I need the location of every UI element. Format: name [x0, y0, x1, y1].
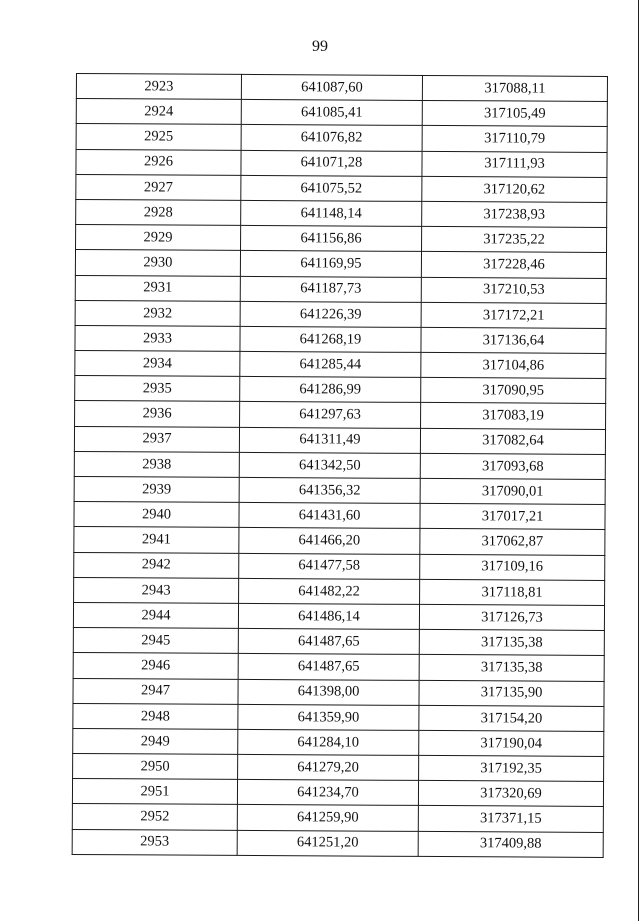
point-number-cell: 2926 [76, 149, 241, 175]
table-row [74, 476, 605, 504]
x-coordinate-cell: 641226,39 [240, 301, 421, 327]
y-coordinate-cell: 317135,90 [419, 680, 604, 706]
table-row [73, 602, 604, 630]
table-row [74, 527, 605, 555]
point-number-cell: 2925 [76, 124, 241, 150]
x-coordinate-cell: 641477,58 [239, 553, 420, 579]
y-coordinate-cell: 317090,95 [421, 378, 606, 404]
x-coordinate-cell: 641259,90 [237, 805, 418, 831]
table-row [75, 300, 606, 328]
point-number-cell: 2928 [76, 199, 241, 225]
point-number-cell: 2923 [76, 74, 241, 100]
point-number-cell: 2935 [75, 376, 240, 402]
y-coordinate-cell: 317409,88 [418, 831, 603, 857]
point-number-cell: 2951 [72, 779, 237, 805]
point-number-cell: 2941 [74, 527, 239, 553]
x-coordinate-cell: 641466,20 [239, 528, 420, 554]
y-coordinate-cell: 317083,19 [421, 403, 606, 429]
point-number-cell: 2950 [73, 754, 238, 780]
x-coordinate-cell: 641486,14 [238, 603, 419, 629]
point-number-cell: 2937 [74, 426, 239, 452]
table-row [76, 174, 607, 202]
x-coordinate-cell: 641285,44 [240, 351, 421, 377]
x-coordinate-cell: 641085,41 [241, 100, 422, 126]
y-coordinate-cell: 317190,04 [419, 730, 604, 756]
x-coordinate-cell: 641148,14 [241, 200, 422, 226]
table-row [75, 401, 606, 429]
point-number-cell: 2927 [76, 174, 241, 200]
page-edge-line [638, 0, 639, 921]
table-row [73, 754, 604, 782]
point-number-cell: 2938 [74, 451, 239, 477]
x-coordinate-cell: 641359,90 [238, 704, 419, 730]
table-row [73, 703, 604, 731]
coordinates-table-body [72, 74, 607, 858]
y-coordinate-cell: 317105,49 [422, 101, 607, 127]
table-row [75, 325, 606, 353]
table-row [76, 99, 607, 127]
table-row [75, 275, 606, 303]
y-coordinate-cell: 317109,16 [420, 554, 605, 580]
point-number-cell: 2934 [75, 351, 240, 377]
y-coordinate-cell: 317172,21 [421, 302, 606, 328]
x-coordinate-cell: 641169,95 [240, 251, 421, 277]
y-coordinate-cell: 317111,93 [422, 151, 607, 177]
table-row [76, 199, 607, 227]
table-row [72, 829, 603, 857]
x-coordinate-cell: 641268,19 [240, 326, 421, 352]
y-coordinate-cell: 317093,68 [420, 453, 605, 479]
y-coordinate-cell: 317104,86 [421, 352, 606, 378]
x-coordinate-cell: 641286,99 [240, 377, 421, 403]
y-coordinate-cell: 317088,11 [422, 75, 607, 101]
page-number: 99 [312, 38, 328, 55]
y-coordinate-cell: 317228,46 [421, 252, 606, 278]
y-coordinate-cell: 317192,35 [419, 755, 604, 781]
y-coordinate-cell: 317135,38 [419, 655, 604, 681]
point-number-cell: 2944 [73, 602, 238, 628]
x-coordinate-cell: 641297,63 [240, 402, 421, 428]
table-row [76, 74, 607, 102]
point-number-cell: 2953 [72, 829, 237, 855]
x-coordinate-cell: 641398,00 [238, 679, 419, 705]
point-number-cell: 2939 [74, 476, 239, 502]
point-number-cell: 2946 [73, 653, 238, 679]
y-coordinate-cell: 317154,20 [419, 705, 604, 731]
point-number-cell: 2936 [75, 401, 240, 427]
x-coordinate-cell: 641087,60 [241, 74, 422, 100]
x-coordinate-cell: 641311,49 [239, 427, 420, 453]
x-coordinate-cell: 641431,60 [239, 503, 420, 529]
point-number-cell: 2952 [72, 804, 237, 830]
x-coordinate-cell: 641071,28 [241, 150, 422, 176]
x-coordinate-cell: 641076,82 [241, 125, 422, 151]
point-number-cell: 2940 [74, 502, 239, 528]
point-number-cell: 2945 [73, 628, 238, 654]
x-coordinate-cell: 641251,20 [237, 830, 418, 856]
table-row [72, 804, 603, 832]
point-number-cell: 2931 [75, 275, 240, 301]
x-coordinate-cell: 641342,50 [239, 452, 420, 478]
y-coordinate-cell: 317136,64 [421, 327, 606, 353]
table-row [76, 149, 607, 177]
table-row [74, 502, 605, 530]
x-coordinate-cell: 641187,73 [240, 276, 421, 302]
table-row [74, 552, 605, 580]
y-coordinate-cell: 317320,69 [418, 781, 603, 807]
table-row [75, 351, 606, 379]
x-coordinate-cell: 641156,86 [241, 226, 422, 252]
table-row [75, 250, 606, 278]
table-row [73, 628, 604, 656]
x-coordinate-cell: 641284,10 [238, 729, 419, 755]
x-coordinate-cell: 641487,65 [238, 654, 419, 680]
table-row [72, 779, 603, 807]
y-coordinate-cell: 317120,62 [422, 176, 607, 202]
point-number-cell: 2933 [75, 325, 240, 351]
point-number-cell: 2932 [75, 300, 240, 326]
table-row [75, 376, 606, 404]
y-coordinate-cell: 317017,21 [420, 504, 605, 530]
table-row [74, 451, 605, 479]
y-coordinate-cell: 317238,93 [422, 201, 607, 227]
coordinates-table [72, 73, 608, 858]
table-row [73, 678, 604, 706]
point-number-cell: 2943 [74, 577, 239, 603]
y-coordinate-cell: 317235,22 [422, 227, 607, 253]
x-coordinate-cell: 641279,20 [238, 754, 419, 780]
y-coordinate-cell: 317110,79 [422, 126, 607, 152]
table-row [76, 225, 607, 253]
point-number-cell: 2947 [73, 678, 238, 704]
point-number-cell: 2929 [76, 225, 241, 251]
y-coordinate-cell: 317090,01 [420, 478, 605, 504]
x-coordinate-cell: 641487,65 [238, 629, 419, 655]
point-number-cell: 2942 [74, 552, 239, 578]
x-coordinate-cell: 641482,22 [239, 578, 420, 604]
point-number-cell: 2949 [73, 728, 238, 754]
point-number-cell: 2948 [73, 703, 238, 729]
y-coordinate-cell: 317135,38 [419, 630, 604, 656]
y-coordinate-cell: 317118,81 [420, 579, 605, 605]
point-number-cell: 2924 [76, 99, 241, 125]
y-coordinate-cell: 317126,73 [419, 604, 604, 630]
y-coordinate-cell: 317371,15 [418, 806, 603, 832]
x-coordinate-cell: 641075,52 [241, 175, 422, 201]
table-row [76, 124, 607, 152]
table-row [73, 728, 604, 756]
x-coordinate-cell: 641356,32 [239, 477, 420, 503]
y-coordinate-cell: 317210,53 [421, 277, 606, 303]
x-coordinate-cell: 641234,70 [237, 780, 418, 806]
y-coordinate-cell: 317082,64 [420, 428, 605, 454]
table-row [74, 577, 605, 605]
point-number-cell: 2930 [75, 250, 240, 276]
table-row [73, 653, 604, 681]
y-coordinate-cell: 317062,87 [420, 529, 605, 555]
table-row [74, 426, 605, 454]
